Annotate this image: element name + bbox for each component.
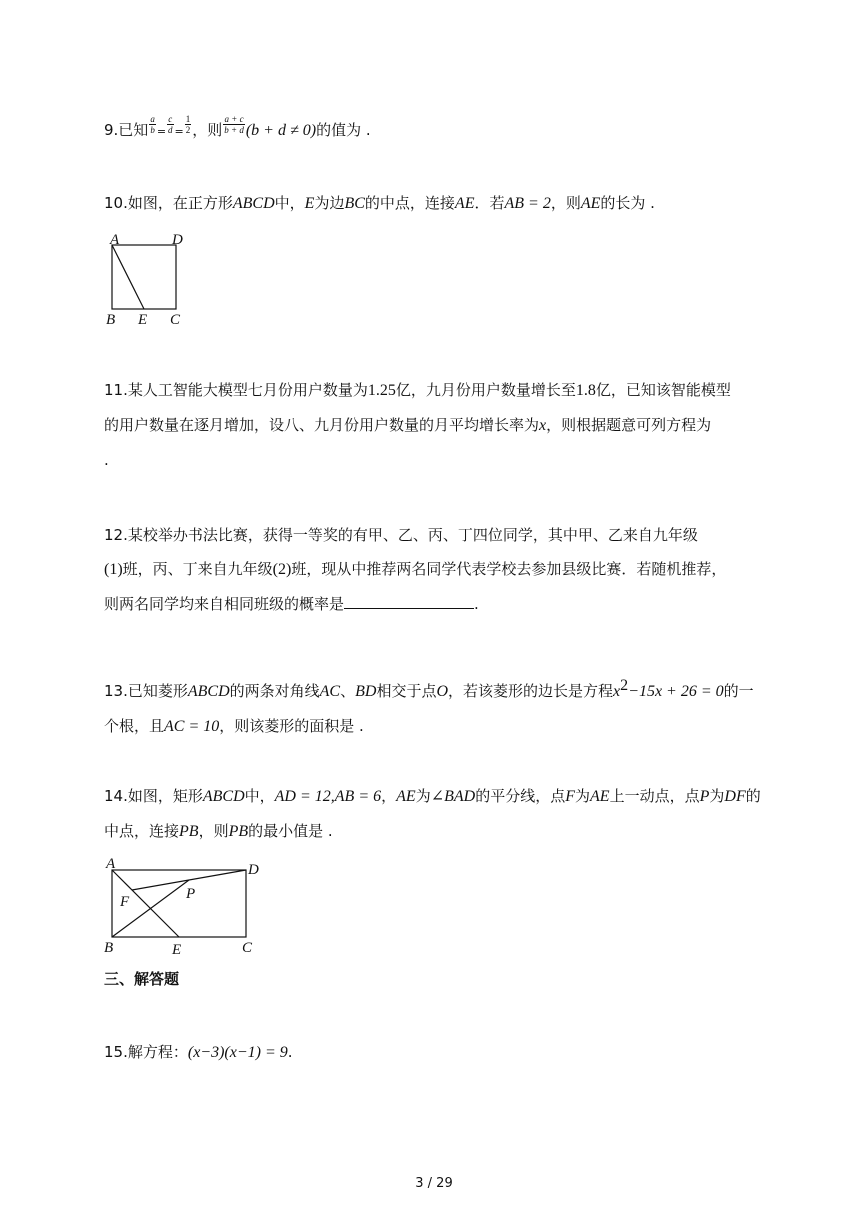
- fraction-c-over-d: $\frac{c}{d}$: [168, 114, 173, 135]
- question-15: 15.解方程：(x−3)(x−1) = 9.: [104, 1043, 293, 1061]
- label-p: P: [186, 886, 196, 902]
- label-e: E: [172, 942, 182, 958]
- fraction-a-over-b: $\frac{a}{b}$: [150, 114, 155, 135]
- label-c: C: [170, 312, 181, 328]
- question-14: 14.如图，矩形ABCD中，AD = 12,AB = 6，AE为∠BAD的平分线，点F为AE上一动点，点P为DF的 中点，连接PB，则PB的最小值是 .: [104, 787, 761, 840]
- label-d: D: [172, 232, 183, 248]
- rectangle-abcd: [112, 870, 246, 937]
- square-abcd: [112, 245, 176, 309]
- q14-rectangle-figure: [100, 852, 270, 962]
- label-b: B: [104, 940, 114, 956]
- label-b: B: [106, 312, 116, 328]
- question-9: 9.已知 $\frac{a}{b}$ = $\frac{c}{d}$ = $\frac{1}{2}$ ，则 $\frac{a + c}{b + d}$ (b + d ≠ 0)的值为 .: [104, 114, 371, 139]
- label-c: C: [242, 940, 253, 956]
- label-f: F: [120, 894, 130, 910]
- label-d: D: [248, 862, 259, 878]
- q9-condition: (b + d ≠ 0): [245, 122, 317, 139]
- question-11: 11.某人工智能大模型七月份用户数量为1.25亿，九月份用户数量增长至1.8亿，已知该智能模型 的用户数量在逐月增加，设八、九月份用户数量的月平均增长率为x，则根据题意可列方程为 .: [104, 381, 731, 469]
- fraction-sum: $\frac{a + c}{b + d}$: [224, 114, 244, 135]
- segment-ae: [112, 245, 144, 309]
- fraction-one-half: $\frac{1}{2}$: [185, 114, 191, 135]
- question-13: 13.已知菱形ABCD的两条对角线AC、BD相交于点O，若该菱形的边长是方程$x^2-15x + 26 = 0$的一 个根，且AC = 10，则该菱形的面积是 .: [104, 677, 754, 735]
- label-a: A: [110, 232, 120, 248]
- q9-prefix: 9.已知: [104, 121, 149, 139]
- page-number: 3 / 29: [415, 1176, 453, 1191]
- question-10: 10.如图，在正方形ABCD中，E为边BC的中点，连接AE．若AB = 2，则AE的长为 .: [104, 194, 655, 212]
- section-heading: 三、解答题: [104, 970, 180, 988]
- answer-blank: [344, 590, 474, 609]
- label-e: E: [138, 312, 148, 328]
- question-12: 12.某校举办书法比赛，获得一等奖的有甲、乙、丙、丁四位同学，其中甲、乙来自九年级 (1)班，丙、丁来自九年级(2)班，现从中推荐两名同学代表学校去参加县级比赛．若随机推荐， 则两名同学均来自相同班级的概率是 .: [104, 526, 727, 613]
- q10-square-figure: [100, 228, 200, 328]
- label-a: A: [106, 856, 116, 872]
